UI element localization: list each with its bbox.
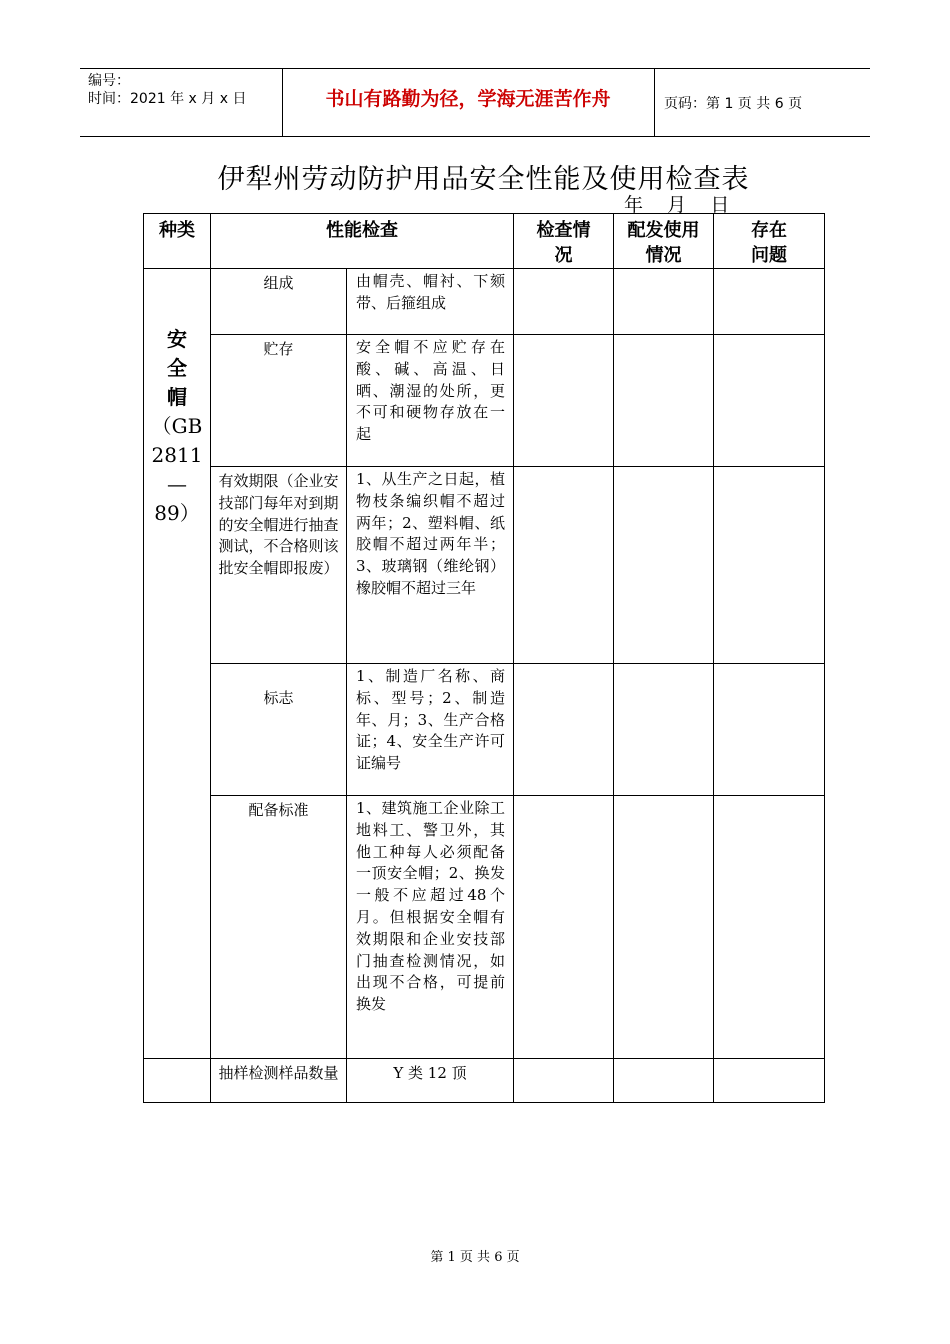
- empty-type-cell: [144, 1059, 211, 1103]
- header-usage-status: 配发使用情况: [614, 214, 714, 269]
- usage-status-cell: [614, 269, 714, 335]
- date-line: 年 月 日: [624, 194, 730, 216]
- usage-status-cell: [614, 1059, 714, 1103]
- desc-cell: 安全帽不应贮存在酸、碱、高温、日晒、潮湿的处所，更不可和硬物存放在一起: [347, 335, 514, 467]
- check-status-cell: [514, 269, 614, 335]
- document-title: 伊犁州劳动防护用品安全性能及使用检查表: [217, 164, 750, 195]
- desc-cell: 1、建筑施工企业除工地料工、警卫外，其他工种每人必须配备一顶安全帽；2、换发一般不应超过48个月。但根据安全帽有效期限和企业安技部门抽查检测情况，如出现不合格，可提前换发: [347, 796, 514, 1059]
- document-time-label: 时间：2021 年 x 月 x 日: [88, 91, 247, 107]
- item-cell: 贮存: [211, 335, 347, 467]
- issues-cell: [714, 335, 825, 467]
- check-status-cell: [514, 335, 614, 467]
- check-status-cell: [514, 467, 614, 664]
- usage-status-cell: [614, 467, 714, 664]
- item-cell: 标志: [211, 664, 347, 796]
- desc-cell: 1、从生产之日起，植物枝条编织帽不超过两年；2、塑料帽、纸胶帽不超过两年半；3、玻璃钢（维纶钢）橡胶帽不超过三年: [347, 467, 514, 664]
- issues-cell: [714, 467, 825, 664]
- usage-status-cell: [614, 796, 714, 1059]
- header-divider-right: [654, 68, 655, 136]
- category-line: 89）: [154, 501, 200, 525]
- category-line: 2811: [151, 443, 203, 467]
- desc-cell: 由帽壳、帽衬、下颏带、后箍组成: [347, 269, 514, 335]
- item-cell: 抽样检测样品数量: [211, 1059, 347, 1103]
- table-row: [144, 664, 825, 796]
- document-number-label: 编号：: [88, 73, 130, 89]
- check-status-cell: [514, 1059, 614, 1103]
- check-status-cell: [514, 796, 614, 1059]
- item-cell: 组成: [211, 269, 347, 335]
- category-line: —: [167, 472, 187, 496]
- header-page-label: 页码：第 1 页 共 6 页: [664, 96, 803, 112]
- category-line: （GB: [151, 414, 203, 438]
- inspection-table: [143, 213, 825, 1103]
- issues-cell: [714, 269, 825, 335]
- header-top-rule: [80, 68, 870, 69]
- item-cell: 配备标准: [211, 796, 347, 1059]
- header-type: 种类: [144, 214, 211, 269]
- footer-page-number: 第 1 页 共 6 页: [430, 1250, 520, 1265]
- category-line: 帽: [167, 385, 187, 409]
- header-check-status: 检查情况: [514, 214, 614, 269]
- header-meta: [88, 72, 246, 108]
- desc-cell: 1、制造厂名称、商标、型号；2、制造年、月；3、生产合格证；4、安全生产许可证编号: [347, 664, 514, 796]
- table-row: [144, 467, 825, 664]
- category-line: 全: [167, 356, 187, 380]
- header-bottom-rule: [80, 136, 870, 137]
- usage-status-cell: [614, 335, 714, 467]
- check-status-cell: [514, 664, 614, 796]
- table-row: [144, 335, 825, 467]
- table-row: [144, 796, 825, 1059]
- desc-cell: Y 类 12 顶: [347, 1059, 514, 1103]
- usage-status-cell: [614, 664, 714, 796]
- table-header-row: [144, 214, 825, 269]
- table-row: [144, 269, 825, 335]
- header-inspection: 性能检查: [211, 214, 514, 269]
- table-row: [144, 1059, 825, 1103]
- category-line: 安: [167, 327, 187, 351]
- header-motto: 书山有路勤为径，学海无涯苦作舟: [325, 88, 611, 110]
- header-issues: 存在问题: [714, 214, 825, 269]
- category-cell: [144, 269, 211, 1059]
- item-cell: 有效期限（企业安技部门每年对到期的安全帽进行抽查测试，不合格则该批安全帽即报废）: [211, 467, 347, 664]
- issues-cell: [714, 1059, 825, 1103]
- issues-cell: [714, 664, 825, 796]
- issues-cell: [714, 796, 825, 1059]
